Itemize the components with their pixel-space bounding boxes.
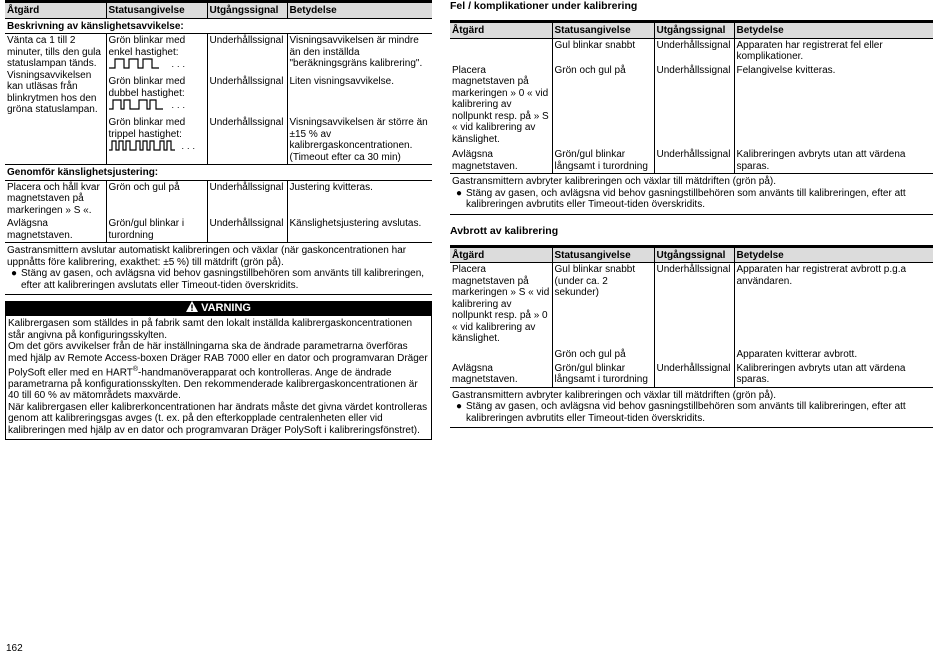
abort-table: [450, 245, 933, 429]
section-title-deviation: Beskrivning av känslighetsavvikelse:: [5, 18, 432, 34]
meaning-cell: Apparaten har registrerat avbrott p.g.a användaren.: [734, 263, 933, 349]
section-title-adjustment: Genomför känslighetsjustering:: [5, 165, 432, 181]
status-cell: Grön/gul blinkar långsamt i turordning: [552, 362, 654, 388]
left-column: [5, 0, 432, 440]
meaning-cell: Liten visningsavvikelse.: [287, 75, 432, 116]
header-status: Statusangivelse: [552, 23, 654, 39]
page-number: 162: [6, 643, 23, 654]
signal-cell: Underhållssignal: [654, 362, 734, 388]
status-cell: Gul blinkar snabbt (under ca. 2 sekunder): [552, 263, 654, 349]
table-row: [450, 263, 933, 349]
status-cell: Grön blinkar med enkel hastighet:: [108, 35, 186, 58]
bullet-text: Stäng av gasen, och avlägsna vid behov gasningstillbehören som använts till kalibreringen, efter att kalibreringen avbrutits eller Timeout-tiden överskridits.: [466, 187, 906, 210]
header-signal: Utgångssignal: [207, 3, 287, 19]
header-meaning: Betydelse: [734, 247, 933, 263]
table-row: [5, 180, 432, 217]
status-cell: Grön blinkar med trippel hastighet:: [108, 117, 186, 140]
table-row: [5, 34, 432, 76]
warning-text-b: -handmanöverapparat och kontrolleras. Ange de ändrade parametrarna på konfigurationsskylten. Den rekommenderade kalibrergaskoncentrationen är 40 till 60 % av mätområdets maxvärde.: [8, 367, 418, 402]
signal-cell: Underhållssignal: [207, 116, 287, 165]
signal-cell: Underhållssignal: [654, 64, 734, 149]
meaning-cell: Apparaten kvitterar avbrott.: [734, 348, 933, 362]
registered-mark: ®: [132, 366, 139, 373]
bullet-text: Stäng av gasen, och avlägsna vid behov gasningstillbehören som använts till kalibreringen, efter att kalibreringen avslutats eller Timeout-tiden överskridits.: [21, 268, 425, 291]
header-action: Åtgärd: [450, 247, 552, 263]
warning-paragraph: [8, 341, 429, 402]
action-cell: Avlägsna magnetstaven.: [452, 149, 518, 172]
dots: · · ·: [171, 102, 186, 112]
header-signal: Utgångssignal: [654, 23, 734, 39]
bullet-text: Stäng av gasen, och avlägsna vid behov gasningstillbehören som använts till kalibreringen, efter att kalibreringen avbrutits eller Timeout-tiden överskridits.: [466, 401, 906, 424]
status-cell: Grön/gul blinkar i turordning: [106, 217, 207, 243]
dots: · · ·: [181, 143, 196, 153]
action-cell: Visningsavvikelsen kan utläsas från blinkrytmen hos den gröna statuslampan.: [7, 69, 98, 115]
action-cell: Vänta ca 1 till 2 minuter, tills den gula statuslampan tänds.: [7, 35, 101, 69]
signal-cell: [654, 348, 734, 362]
signal-cell: Underhållssignal: [207, 34, 287, 76]
status-cell: Grön och gul på: [106, 180, 207, 217]
header-meaning: Betydelse: [287, 3, 432, 19]
header-status: Statusangivelse: [106, 3, 207, 19]
table-header-row: [5, 3, 432, 19]
header-signal: Utgångssignal: [654, 247, 734, 263]
table-row: [450, 38, 933, 64]
table-row: [450, 148, 933, 174]
signal-cell: Underhållssignal: [654, 263, 734, 349]
status-cell: Grön blinkar med dubbel hastighet:: [108, 76, 186, 99]
signal-cell: Underhållssignal: [207, 75, 287, 116]
note-text: Gastransmittern avslutar automatiskt kalibreringen och växlar (när gaskoncentrationen har uppnåtts före kalibrering, exakthet: ±5 %) till mätdrift (grön på).: [7, 245, 407, 268]
right-column: [450, 0, 933, 428]
table-row: [5, 217, 432, 243]
action-cell: Avlägsna magnetstaven.: [452, 362, 518, 385]
warning-text-a: Om det görs avvikelser från de här inställningarna ska de ändrade parametrarna överföras med hjälp av Remote Access-boxen Dräger RAB 7000 eller en dator och programvaran Dräger PolySoft eller med en HART: [8, 341, 428, 379]
meaning-cell: Justering kvitteras.: [287, 180, 432, 217]
section-heading-abort: Avbrott av kalibrering: [450, 224, 559, 237]
meaning-cell: Kalibreringen avbryts utan att värdena sparas.: [734, 148, 933, 174]
errors-table: [450, 20, 933, 215]
dots: · · ·: [171, 61, 186, 71]
triple-blink-pulse-icon: [109, 140, 179, 151]
meaning-cell: Känslighetsjustering avslutas.: [287, 217, 432, 243]
meaning-cell: Apparaten har registrerat fel eller komplikationer.: [734, 38, 933, 64]
status-cell: Grön och gul på: [552, 348, 654, 362]
warning-box: [5, 316, 432, 440]
table-header-row: [450, 23, 933, 39]
meaning-cell: Visningsavvikelsen är mindre än den inställda "beräkningsgräns kalibrering".: [287, 34, 432, 76]
header-action: Åtgärd: [450, 23, 552, 39]
table-row: [450, 362, 933, 388]
header-action: Åtgärd: [5, 3, 106, 19]
warning-paragraph: När kalibrergasen eller kalibrerkoncentrationen har ändrats måste det givna värdet kontrolleras genom att kalibreringsgas avges (t. ex. på den efterkopplade centralenheten eller vid kalibreringen med hjälp av en dator och programvaran Dräger PolySoft i kalibreringsfönstret).: [8, 401, 428, 436]
status-cell: Grön och gul på: [552, 64, 654, 149]
bullet-icon: ●: [10, 268, 18, 279]
action-cell: Placera magnetstaven på markeringen » S « vid kalibrering av nollpunkt resp. på » 0 « vid kalibrering av känslighet.: [452, 264, 550, 344]
table-row: [450, 64, 933, 149]
signal-cell: Underhållssignal: [207, 217, 287, 243]
header-status: Statusangivelse: [552, 247, 654, 263]
warning-title: VARNING: [201, 302, 251, 314]
status-cell: Gul blinkar snabbt: [552, 38, 654, 64]
action-cell: Placera och håll kvar magnetstaven på markeringen » S «.: [7, 181, 100, 216]
note-text: Gastransmittern avbryter kalibreringen och växlar till mätdriften (grön på).: [452, 389, 777, 401]
single-blink-pulse-icon: [109, 58, 169, 69]
status-cell: Grön/gul blinkar långsamt i turordning: [552, 148, 654, 174]
note-text: Gastransmittern avbryter kalibreringen och växlar till mätdriften (grön på).: [452, 176, 777, 187]
header-meaning: Betydelse: [734, 23, 933, 39]
meaning-cell: Kalibreringen avbryts utan att värdena sparas.: [734, 362, 933, 388]
action-cell: Placera magnetstaven på markeringen » 0 « vid kalibrering av nollpunkt resp. på » S « vid kalibrering av känslighet.: [452, 64, 549, 145]
warning-header: [5, 301, 432, 316]
meaning-cell: Visningsavvikelsen är större än ±15 % av kalibrergaskoncentrationen. (Timeout efter ca 30 min): [287, 116, 432, 165]
signal-cell: Underhållssignal: [654, 148, 734, 174]
signal-cell: Underhållssignal: [207, 180, 287, 217]
bullet-icon: ●: [455, 187, 463, 199]
bullet-icon: ●: [455, 401, 463, 412]
meaning-cell: Felangivelse kvitteras.: [734, 64, 933, 149]
warning-triangle-icon: [186, 301, 198, 312]
section-heading-errors: Fel / komplikationer under kalibrering: [450, 0, 638, 12]
double-blink-pulse-icon: [109, 99, 169, 110]
action-cell: Avlägsna magnetstaven.: [7, 218, 73, 241]
table-header-row: [450, 247, 933, 263]
signal-cell: Underhållssignal: [654, 38, 734, 64]
warning-paragraph: Kalibrergasen som ställdes in på fabrik samt den lokalt inställda kalibrergaskoncentrationen står angivna på konfiguringsskylten.: [8, 318, 413, 341]
sensitivity-table: [5, 0, 432, 295]
